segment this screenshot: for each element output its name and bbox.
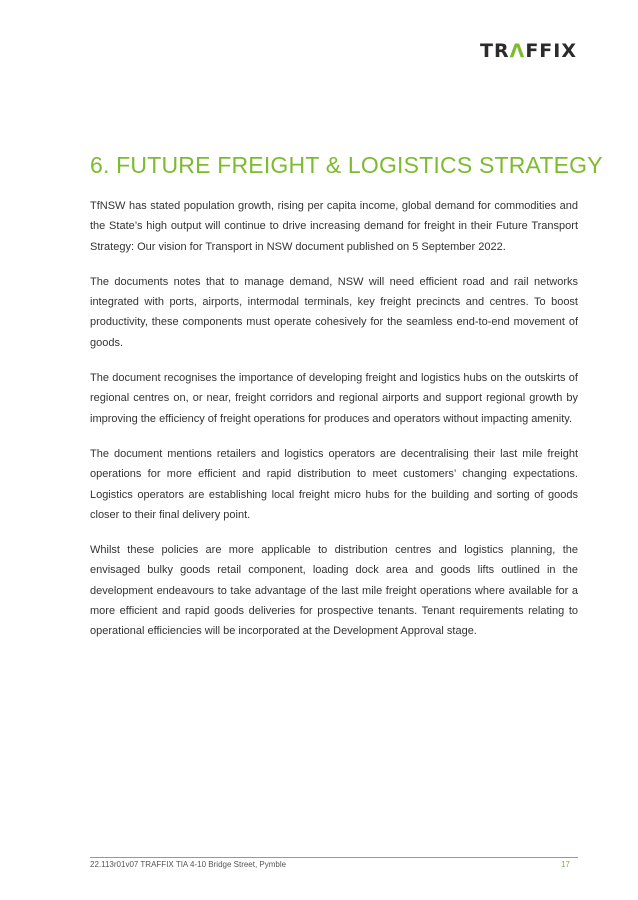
logo-text-start: TR <box>480 40 510 62</box>
logo-accent-glyph: Λ <box>509 40 526 62</box>
traffix-logo <box>480 40 577 62</box>
logo-text-end: FFIX <box>525 40 577 62</box>
paragraph-1: TfNSW has stated population growth, rising per capita income, global demand for commodities and the State’s high output will continue to drive increasing demand for freight in their Future Transport Strategy: Our vision for Transport in NSW document published on 5 September 2022. <box>90 200 578 253</box>
footer-reference: 22.113r01v07 TRAFFIX TIA 4-10 Bridge Street, Pymble <box>90 860 287 869</box>
paragraph-3: The document recognises the importance of developing freight and logistics hubs on the outskirts of regional centres on, or near, freight corridors and regional airports and support regional growth by improving the efficiency of freight operations for produces and operators without impacting amenity. <box>90 372 578 425</box>
footer-divider <box>90 857 578 858</box>
page-number: 17 <box>561 860 570 869</box>
paragraph-2: The documents notes that to manage demand, NSW will need efficient road and rail networks integrated with ports, airports, intermodal terminals, key freight precincts and centres. To boost productivity, these components must operate cohesively for the seamless end-to-end movement of goods. <box>90 275 578 349</box>
paragraph-4: The document mentions retailers and logistics operators are decentralising their last mile freight operations for more efficient and rapid distribution to meet customers’ changing expectations. Logistics operators are establishing local freight micro hubs for the building and sorting of goods closer to their final delivery point. <box>90 447 578 521</box>
section-title: 6. FUTURE FREIGHT & LOGISTICS STRATEGY <box>90 152 603 178</box>
section-body <box>90 196 578 657</box>
paragraph-5: Whilst these policies are more applicable to distribution centres and logistics planning, the envisaged bulky goods retail component, loading dock area and goods lifts outlined in the development endeavours to take advantage of the last mile freight operations where available for a more efficient and rapid goods deliveries for prospective tenants. Tenant requirements relating to operational efficiencies will be incorporated at the Development Approval stage. <box>90 544 578 638</box>
